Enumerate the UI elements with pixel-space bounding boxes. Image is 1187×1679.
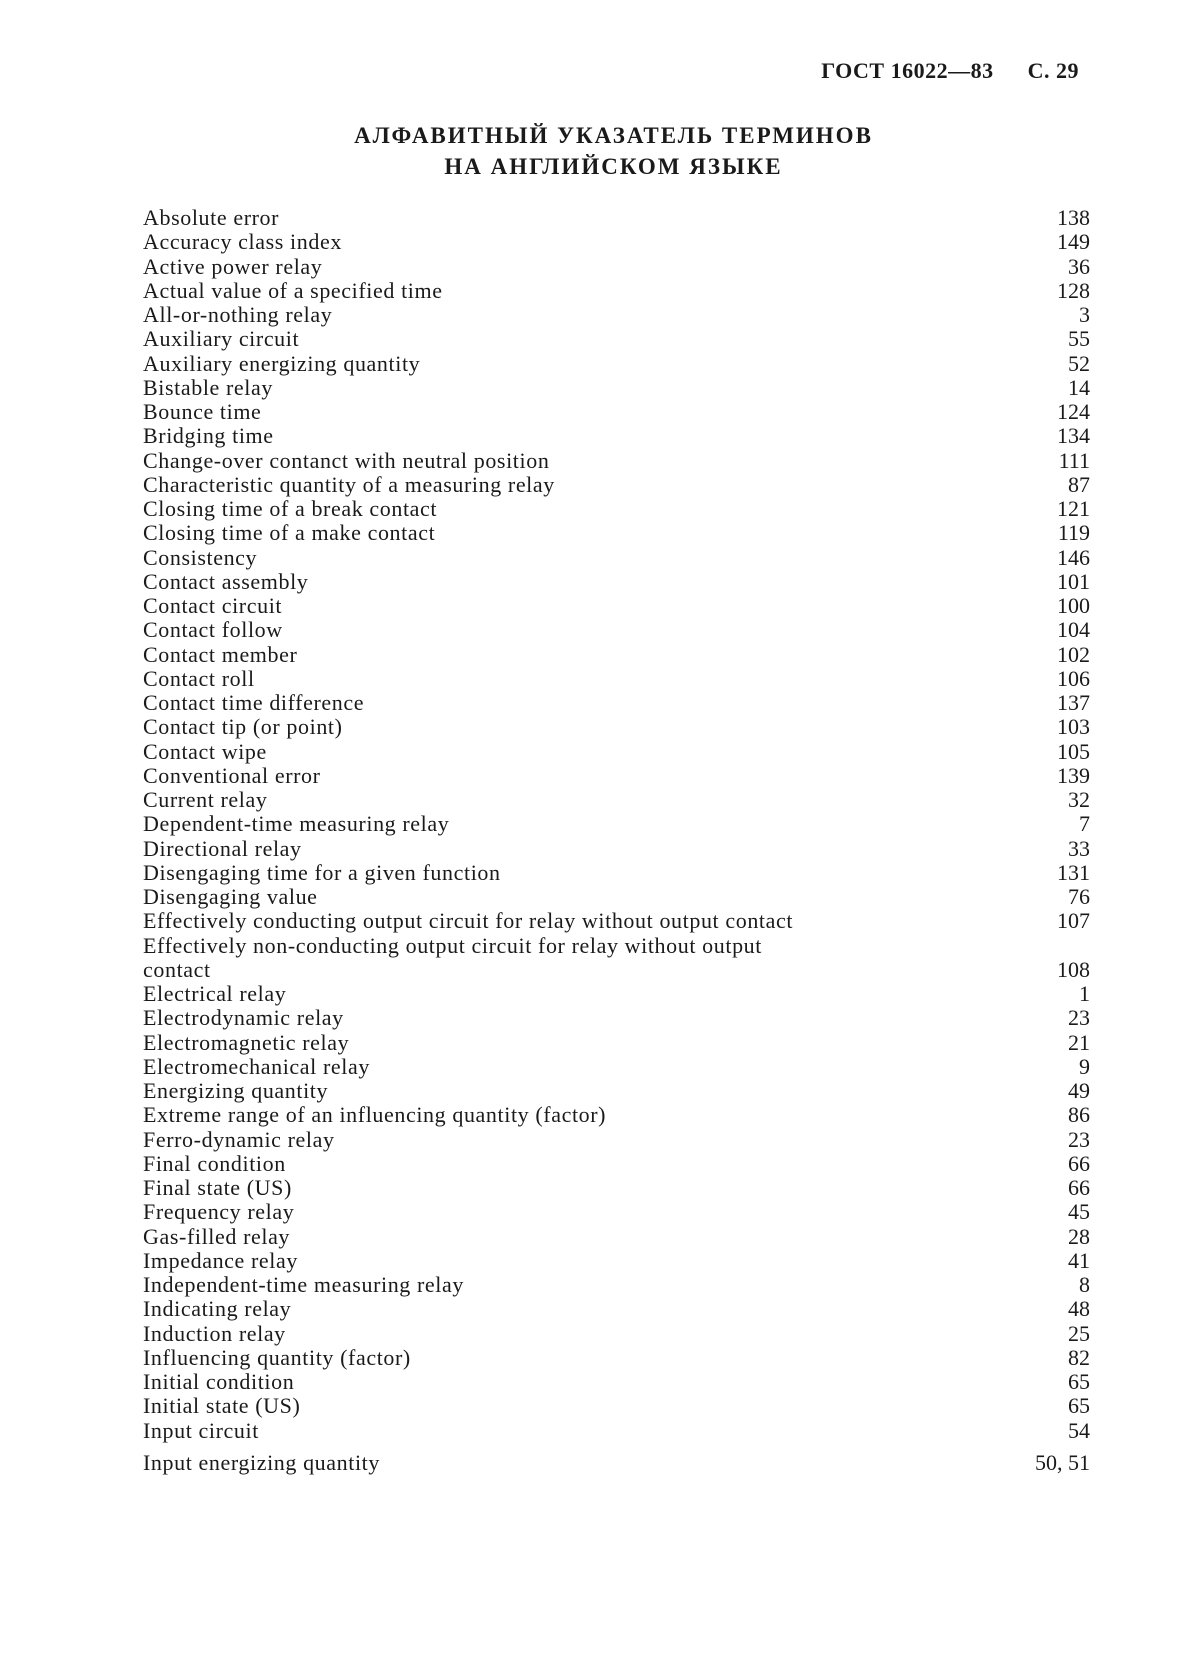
index-entry: [143, 667, 1090, 691]
entry-number: 119: [1057, 520, 1090, 546]
entry-term: Contact assembly: [143, 568, 309, 594]
entry-term: Final state (US): [143, 1175, 292, 1200]
entry-term: Input energizing quantity: [143, 1449, 380, 1475]
entry-number: 104: [1057, 617, 1090, 643]
entry-term: Bounce time: [143, 399, 262, 424]
index-entry: [143, 1006, 1090, 1030]
entry-number: 106: [1057, 665, 1090, 691]
index-entry: [143, 400, 1090, 424]
entry-term: Actual value of a specified time: [143, 277, 443, 303]
entry-number: 52: [1068, 350, 1090, 376]
entry-term: Bridging time: [143, 423, 274, 449]
index-entry: [143, 1249, 1090, 1273]
index-entry: [143, 1297, 1090, 1321]
entry-term: Auxiliary energizing quantity: [143, 350, 421, 376]
entry-term: Contact wipe: [143, 738, 267, 764]
entry-term: Conventional error: [143, 762, 321, 788]
entry-term: Disengaging time for a given function: [143, 859, 501, 885]
index-entry: [143, 812, 1090, 836]
entry-number: 21: [1068, 1029, 1090, 1055]
entry-number: 33: [1068, 835, 1090, 861]
index-entry: [143, 1128, 1090, 1152]
entry-term: Induction relay: [143, 1320, 286, 1346]
entry-term: Contact tip (or point): [143, 714, 343, 740]
entry-term: Contact member: [143, 641, 298, 667]
index-entry: [143, 618, 1090, 642]
entry-term: Initial condition: [143, 1369, 295, 1394]
title-line-2: НА АНГЛИЙСКОМ ЯЗЫКЕ: [444, 154, 783, 179]
entry-term: Influencing quantity (factor): [143, 1344, 411, 1370]
index-entry: [143, 449, 1090, 473]
index-entry: [143, 643, 1090, 667]
entry-number: 25: [1068, 1320, 1090, 1346]
entry-number: 101: [1057, 568, 1090, 594]
index-entry: [143, 521, 1090, 545]
index-entry: [143, 327, 1090, 351]
index-entry: [143, 1273, 1090, 1297]
entry-term: Contact time difference: [143, 690, 365, 715]
entry-number: 66: [1068, 1150, 1090, 1176]
index-entry: [143, 740, 1090, 764]
entry-number: 48: [1068, 1296, 1090, 1322]
index-entry: [143, 837, 1090, 861]
entry-number: 128: [1057, 277, 1090, 303]
entry-number: 41: [1068, 1247, 1090, 1273]
index-entry: [143, 1225, 1090, 1249]
entry-number: 8: [1079, 1272, 1090, 1297]
entry-number: 86: [1068, 1102, 1090, 1128]
standard-number: ГОСТ 16022—83: [821, 58, 994, 83]
entry-number: 76: [1068, 884, 1090, 909]
index-entry: [143, 982, 1090, 1006]
entry-term: Electromechanical relay: [143, 1053, 370, 1079]
entry-term: Ferro-dynamic relay: [143, 1126, 335, 1152]
entry-number: 36: [1068, 253, 1090, 279]
entry-number: 82: [1068, 1344, 1090, 1370]
entry-number: 32: [1068, 787, 1090, 812]
entry-term: Impedance relay: [143, 1247, 298, 1273]
index-entry: [143, 352, 1090, 376]
entry-number: 131: [1057, 859, 1090, 885]
index-entry: [143, 788, 1090, 812]
index-entry: [143, 1370, 1090, 1394]
page-title: [0, 120, 1187, 182]
index-entry: [143, 909, 1090, 933]
entry-term: Directional relay: [143, 835, 302, 861]
entry-number: 65: [1068, 1393, 1090, 1419]
entry-number: 9: [1079, 1053, 1090, 1079]
entry-term: Closing time of a break contact: [143, 496, 438, 521]
index-entry: [143, 1394, 1090, 1418]
entry-number: 138: [1057, 205, 1090, 230]
entry-number: 149: [1057, 229, 1090, 255]
entry-term: Closing time of a make contact: [143, 520, 436, 546]
entry-number: 55: [1068, 326, 1090, 352]
index-entry: [143, 1419, 1090, 1443]
entry-term: Indicating relay: [143, 1296, 292, 1322]
entry-term: Absolute error: [143, 205, 280, 230]
index-entry: [143, 1031, 1090, 1055]
entry-term: Contact circuit: [143, 593, 283, 618]
index-entry: [143, 1200, 1090, 1224]
index-entry: [143, 230, 1090, 254]
index-entry: [143, 594, 1090, 618]
entry-term: Disengaging value: [143, 884, 318, 909]
entry-term: Gas-filled relay: [143, 1223, 291, 1249]
entry-number: 102: [1057, 641, 1090, 667]
entry-number: 49: [1068, 1078, 1090, 1103]
entry-term: Contact roll: [143, 665, 255, 691]
index-entry: [143, 1346, 1090, 1370]
entry-term: Change-over contanct with neutral position: [143, 447, 550, 473]
entry-number: 103: [1057, 714, 1090, 740]
term-index-list: [143, 206, 1090, 1475]
entry-term: Final condition: [143, 1150, 286, 1176]
index-entry: [143, 255, 1090, 279]
index-entry: [143, 1176, 1090, 1200]
entry-term: Electromagnetic relay: [143, 1029, 350, 1055]
entry-number: 139: [1057, 762, 1090, 788]
entry-number: 121: [1057, 496, 1090, 521]
index-entry: [143, 279, 1090, 303]
entry-number: 108: [1057, 956, 1090, 982]
entry-term: Initial state (US): [143, 1393, 301, 1419]
title-line-1: АЛФАВИТНЫЙ УКАЗАТЕЛЬ ТЕРМИНОВ: [354, 123, 873, 148]
index-entry: [143, 1079, 1090, 1103]
entry-number: 3: [1079, 302, 1090, 327]
entry-number: 111: [1058, 447, 1090, 473]
entry-term: Input circuit: [143, 1417, 259, 1443]
entry-term: Active power relay: [143, 253, 323, 279]
entry-number: 137: [1057, 690, 1090, 715]
index-entry: [143, 570, 1090, 594]
entry-number: 23: [1068, 1005, 1090, 1031]
entry-number: 146: [1057, 544, 1090, 570]
entry-number: 7: [1079, 811, 1090, 837]
entry-term: Accuracy class index: [143, 229, 342, 255]
entry-number: 105: [1057, 738, 1090, 764]
entry-number: 107: [1057, 908, 1090, 934]
entry-number: 100: [1057, 593, 1090, 618]
entry-term: Contact follow: [143, 617, 283, 643]
index-entry: [143, 206, 1090, 230]
entry-number: 50, 51: [1035, 1449, 1090, 1475]
entry-term: All-or-nothing relay: [143, 302, 333, 327]
entry-number: 134: [1057, 423, 1090, 449]
index-entry: [143, 303, 1090, 327]
index-entry: [143, 885, 1090, 909]
entry-term: Dependent-time measuring relay: [143, 811, 450, 837]
entry-number: 1: [1079, 981, 1090, 1006]
entry-number: 87: [1068, 471, 1090, 497]
entry-term: Energizing quantity: [143, 1078, 329, 1103]
index-entry: [143, 1322, 1090, 1346]
index-entry: [143, 424, 1090, 448]
page-number: С. 29: [1027, 58, 1079, 83]
index-entry: [143, 1152, 1090, 1176]
entry-term: Electrical relay: [143, 981, 287, 1006]
entry-number: 65: [1068, 1369, 1090, 1394]
index-entry: [143, 715, 1090, 739]
entry-term: Current relay: [143, 787, 268, 812]
entry-number: 14: [1068, 374, 1090, 400]
index-entry: [143, 861, 1090, 885]
index-entry: [143, 546, 1090, 570]
entry-number: 28: [1068, 1223, 1090, 1249]
entry-number: 45: [1068, 1199, 1090, 1225]
page-header: [821, 58, 1079, 84]
index-entry: [143, 497, 1090, 521]
entry-term: Characteristic quantity of a measuring relay: [143, 471, 555, 497]
index-entry: [143, 764, 1090, 788]
index-entry: [143, 934, 1090, 983]
index-entry: [143, 1055, 1090, 1079]
entry-number: 124: [1057, 399, 1090, 424]
entry-number: 66: [1068, 1175, 1090, 1200]
index-entry: [143, 473, 1090, 497]
entry-term: Effectively conducting output circuit for relay without output contact: [143, 908, 794, 934]
entry-term: Electrodynamic relay: [143, 1005, 344, 1031]
index-entry: [143, 1103, 1090, 1127]
entry-term: Bistable relay: [143, 374, 273, 400]
entry-number: 54: [1068, 1417, 1090, 1443]
entry-term: Effectively non-conducting output circuit for relay without output contact: [143, 932, 762, 982]
index-entry: [143, 376, 1090, 400]
entry-term: Consistency: [143, 544, 258, 570]
entry-term: Auxiliary circuit: [143, 326, 300, 352]
entry-term: Independent-time measuring relay: [143, 1272, 464, 1297]
entry-term: Frequency relay: [143, 1199, 295, 1225]
entry-term: Extreme range of an influencing quantity (factor): [143, 1102, 607, 1128]
index-entry: [143, 1451, 1090, 1475]
entry-number: 23: [1068, 1126, 1090, 1152]
index-entry: [143, 691, 1090, 715]
